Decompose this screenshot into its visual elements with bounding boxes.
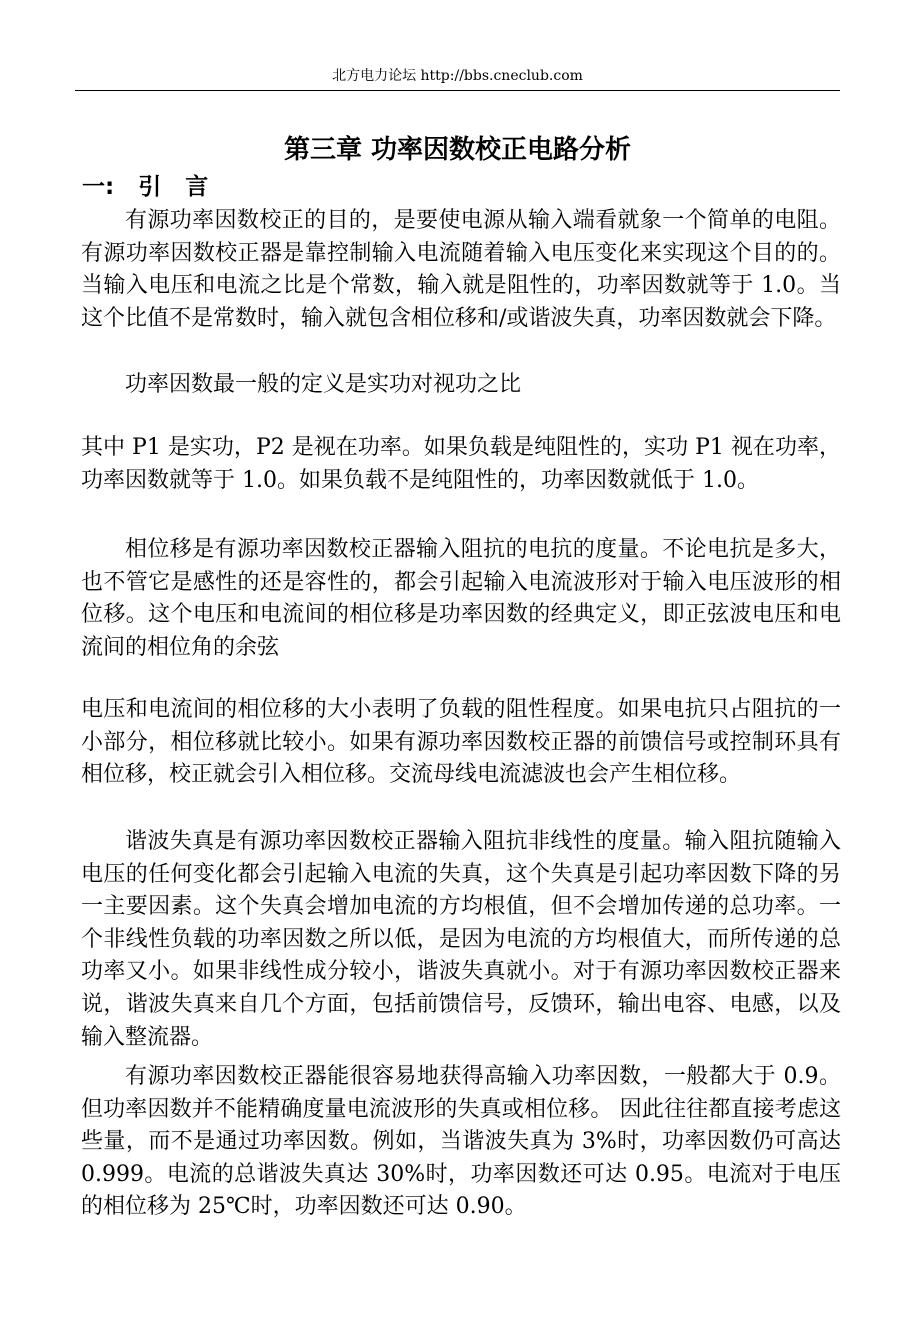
paragraph-phase-shift-magnitude: 电压和电流间的相位移的大小表明了负载的阻性程度。如果电抗只占阻抗的一小部分，相位移就比较小。如果有源功率因数校正器的前馈信号或控制环具有相位移，校正就会引入相位移。交流母线电流滤波也会产生相位移。	[81, 697, 841, 788]
paragraph-high-pf: 有源功率因数校正器能很容易地获得高输入功率因数，一般都大于 0.9。但功率因数并不能精确度量电流波形的失真或相位移。 因此往往都直接考虑这些量，而不是通过功率因数。例如，当谐波失真为 3%时，功率因数仍可高达 0.999。电流的总谐波失真达 30%时，功率因数还可达 0.95。电流对于电压的相位移为 25℃时，功率因数还可达 0.90。	[81, 1064, 841, 1220]
section-heading: 一: 引 言	[82, 174, 209, 200]
header-divider	[75, 90, 840, 91]
chapter-title: 第三章 功率因数校正电路分析	[283, 135, 632, 165]
page-header: 北方电力论坛 http://bbs.cneclub.com	[332, 68, 583, 84]
paragraph-harmonic-distortion: 谐波失真是有源功率因数校正器输入阻抗非线性的度量。输入阻抗随输入电压的任何变化都会引起输入电流的失真，这个失真是引起功率因数下降的另一主要因素。这个失真会增加电流的方均根值，但不会增加传递的总功率。一个非线性负载的功率因数之所以低，是因为电流的方均根值大，而所传递的总功率又小。如果非线性成分较小，谐波失真就小。对于有源功率因数校正器来说，谐波失真来自几个方面，包括前馈信号，反馈环，输出电容、电感，以及输入整流器。	[81, 829, 841, 1050]
paragraph-real-apparent-power: 其中 P1 是实功，P2 是视在功率。如果负载是纯阻性的，实功 P1 视在功率，功率因数就等于 1.0。如果负载不是纯阻性的，功率因数就低于 1.0。	[81, 435, 841, 493]
paragraph-intro: 有源功率因数校正的目的，是要使电源从输入端看就象一个简单的电阻。有源功率因数校正器是靠控制输入电流随着输入电压变化来实现这个目的的。当输入电压和电流之比是个常数，输入就是阻性的，功率因数就等于 1.0。当这个比值不是常数时，输入就包含相位移和/或谐波失真，功率因数就会下降。	[81, 208, 841, 331]
paragraph-phase-shift: 相位移是有源功率因数校正器输入阻抗的电抗的度量。不论电抗是多大，也不管它是感性的还是容性的，都会引起输入电流波形对于输入电压波形的相位移。这个电压和电流间的相位移是功率因数的经典定义，即正弦波电压和电流间的相位角的余弦	[81, 537, 841, 660]
paragraph-pf-definition: 功率因数最一般的定义是实功对视功之比	[125, 372, 522, 397]
